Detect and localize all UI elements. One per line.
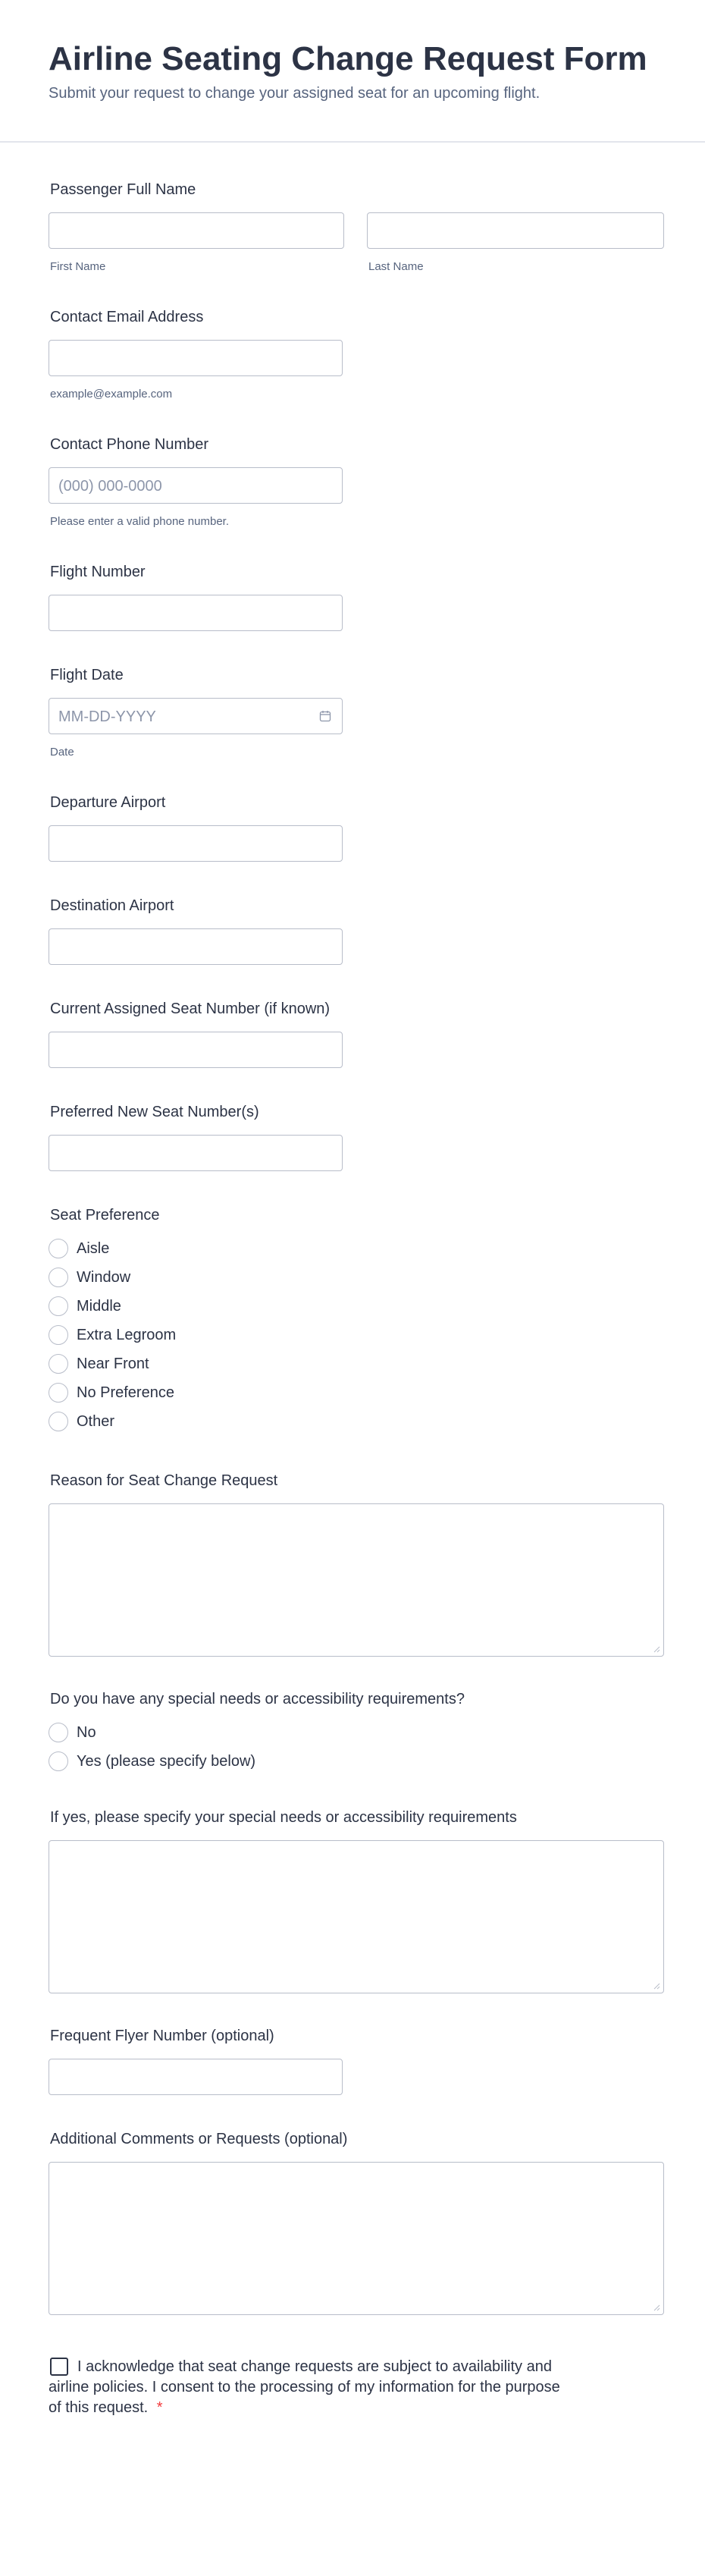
acknowledgement-text-end: of this request. [49,2399,149,2416]
flight-date-label: Flight Date [50,667,124,683]
radio-button[interactable] [49,1412,68,1431]
radio-label: Other [77,1413,115,1430]
radio-label: Extra Legroom [77,1327,177,1343]
flight-number-label: Flight Number [50,564,146,580]
phone-input[interactable] [49,467,343,504]
radio-button[interactable] [49,1354,68,1374]
acknowledgement-text-line-2: airline policies. I consent to the processing of my information for the purpose [49,2379,560,2395]
special-needs-label: Do you have any special needs or accessibility requirements? [50,1691,465,1707]
radio-label: No Preference [77,1384,174,1401]
resize-grip-icon[interactable] [653,1645,660,1653]
passenger-name-label: Passenger Full Name [50,181,196,198]
email-sublabel: example@example.com [50,388,173,401]
flight-date-placeholder: MM-DD-YYYY [58,708,156,725]
calendar-icon[interactable] [319,710,331,722]
last-name-input[interactable] [367,212,664,249]
reason-label: Reason for Seat Change Request [50,1472,278,1489]
reason-textarea[interactable] [49,1503,664,1657]
flight-date-sublabel: Date [50,746,74,759]
radio-label: Yes (please specify below) [77,1753,256,1770]
frequent-flyer-input[interactable] [49,2059,343,2095]
first-name-input[interactable] [49,212,344,249]
acknowledgement-text-line-1: I acknowledge that seat change requests are subject to availability and [77,2358,552,2375]
form-subtitle: Submit your request to change your assigned seat for an upcoming flight. [49,85,540,102]
comments-textarea[interactable] [49,2162,664,2315]
flight-date-input[interactable] [49,698,343,734]
seat-preference-label: Seat Preference [50,1207,160,1224]
preferred-seat-label: Preferred New Seat Number(s) [50,1104,259,1120]
resize-grip-icon[interactable] [653,2304,660,2311]
departure-airport-label: Departure Airport [50,794,166,811]
radio-button[interactable] [49,1296,68,1316]
preferred-seat-input[interactable] [49,1135,343,1171]
radio-button[interactable] [49,1751,68,1771]
current-seat-label: Current Assigned Seat Number (if known) [50,1001,331,1017]
radio-button[interactable] [49,1239,68,1258]
form-title: Airline Seating Change Request Form [49,40,647,77]
special-needs-details-label: If yes, please specify your special needs or accessibility requirements [50,1809,517,1826]
special-needs-textarea[interactable] [49,1840,664,1993]
radio-button[interactable] [49,1383,68,1403]
acknowledgement-text-line-3 [49,2398,163,2417]
destination-airport-input[interactable] [49,928,343,965]
email-label: Contact Email Address [50,309,204,325]
required-asterisk: * [156,2399,163,2416]
radio-label: Middle [77,1298,121,1315]
destination-airport-label: Destination Airport [50,897,174,914]
comments-label: Additional Comments or Requests (optional) [50,2131,348,2147]
radio-label: Aisle [77,1240,110,1257]
radio-label: Window [77,1269,131,1286]
acknowledgement-checkbox[interactable] [50,2358,68,2376]
frequent-flyer-label: Frequent Flyer Number (optional) [50,2028,274,2044]
current-seat-input[interactable] [49,1032,343,1068]
flight-number-input[interactable] [49,595,343,631]
departure-airport-input[interactable] [49,825,343,862]
phone-sublabel: Please enter a valid phone number. [50,515,229,528]
radio-button[interactable] [49,1268,68,1287]
email-input[interactable] [49,340,343,376]
radio-label: No [77,1724,96,1741]
radio-label: Near Front [77,1356,149,1372]
form-header [0,0,705,143]
phone-placeholder: (000) 000-0000 [58,478,162,495]
resize-grip-icon[interactable] [653,1982,660,1990]
last-name-sublabel: Last Name [368,260,424,273]
first-name-sublabel: First Name [50,260,106,273]
radio-button[interactable] [49,1325,68,1345]
radio-button[interactable] [49,1723,68,1742]
phone-label: Contact Phone Number [50,436,209,453]
